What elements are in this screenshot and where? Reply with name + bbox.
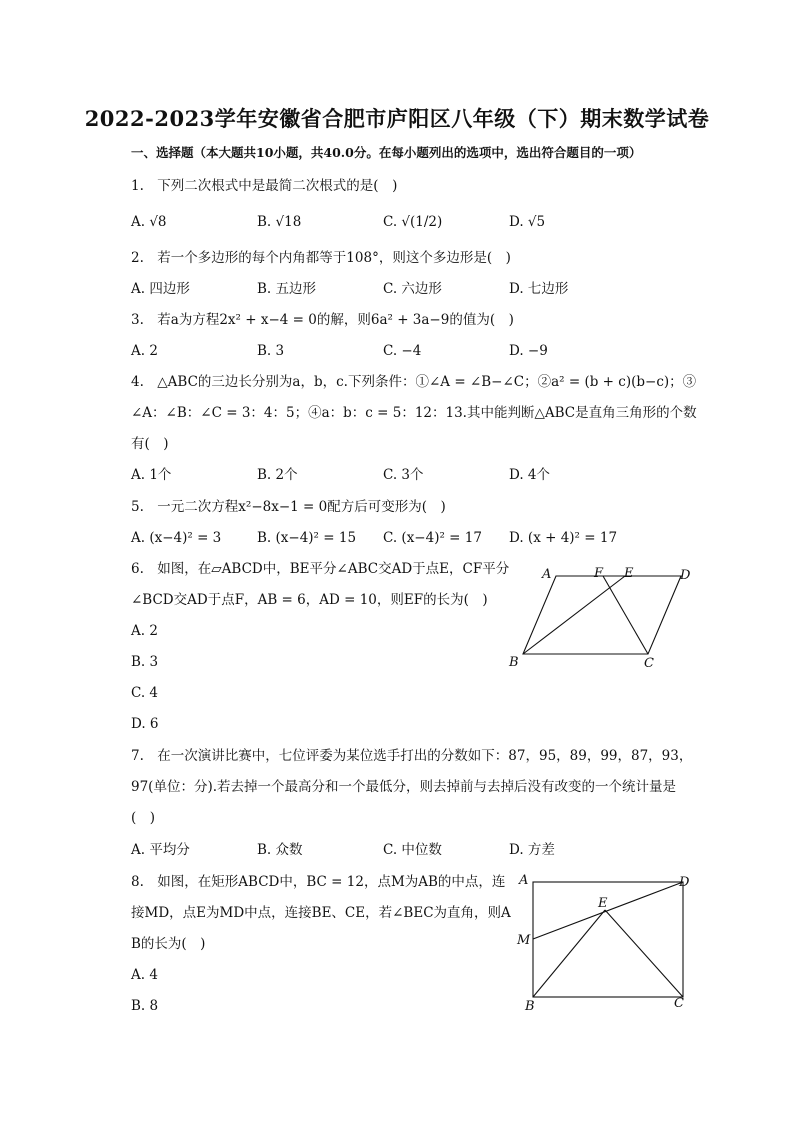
q4-option-c[interactable]: C. 3个 — [383, 467, 424, 483]
q5-option-d[interactable]: D. (x + 4)² = 17 — [509, 530, 618, 546]
question-number: 3. — [131, 312, 144, 328]
question-text: 若a为方程2x² + x−4 = 0的解，则6a² + 3a−9的值为( ) — [157, 312, 514, 328]
question-number: 1. — [131, 178, 144, 194]
q6-option-d[interactable]: D. 6 — [131, 716, 159, 732]
label-m: M — [517, 933, 531, 948]
question-number: 7. — [131, 748, 144, 764]
q8-option-a[interactable]: A. 4 — [131, 967, 158, 983]
q6-option-a[interactable]: A. 2 — [131, 623, 158, 639]
q3-option-d[interactable]: D. −9 — [509, 343, 548, 359]
parallelogram-figure — [500, 560, 710, 675]
label-b: B — [509, 655, 519, 670]
question-6 — [131, 560, 509, 578]
segment-cf — [603, 576, 648, 654]
question-4-line-3: 有( ) — [131, 436, 169, 452]
q6-option-c[interactable]: C. 4 — [131, 685, 159, 701]
q7-option-b[interactable]: B. 众数 — [257, 842, 303, 858]
q2-option-c[interactable]: C. 六边形 — [383, 281, 442, 297]
question-number: 6. — [131, 561, 144, 577]
question-text: 若一个多边形的每个内角都等于108°，则这个多边形是( ) — [157, 250, 511, 266]
q1-option-b[interactable]: B. √18 — [257, 214, 302, 230]
question-6-line-2: ∠BCD交AD于点F，AB = 6，AD = 10，则EF的长为( ) — [131, 592, 488, 608]
question-8-line-3: B的长为( ) — [131, 936, 206, 952]
label-e: E — [598, 896, 608, 911]
q3-option-b[interactable]: B. 3 — [257, 343, 285, 359]
question-5 — [131, 498, 446, 516]
question-text-line-1: 如图，在矩形ABCD中，BC = 12，点M为AB的中点，连 — [157, 874, 506, 890]
question-4-line-2: ∠A：∠B：∠C = 3：4：5；④a：b：c = 5：12：13.其中能判断△ABC是直角三角形的个数 — [131, 405, 697, 421]
segment-ce — [605, 910, 683, 997]
question-text-line-1: △ABC的三边长分别为a，b，c.下列条件：①∠A = ∠B−∠C；②a² = (b + c)(b−c)；③ — [157, 374, 697, 390]
question-2 — [131, 249, 511, 267]
q6-option-b[interactable]: B. 3 — [131, 654, 159, 670]
question-7 — [131, 747, 692, 765]
q5-option-b[interactable]: B. (x−4)² = 15 — [257, 530, 357, 546]
q7-option-a[interactable]: A. 平均分 — [131, 842, 190, 858]
question-8-line-2: 接MD，点E为MD中点，连接BE、CE，若∠BEC为直角，则A — [131, 905, 511, 921]
segment-md — [533, 882, 683, 939]
label-d: D — [680, 568, 691, 583]
label-c: C — [644, 656, 654, 671]
question-number: 2. — [131, 250, 144, 266]
segment-be — [533, 910, 605, 997]
q1-option-d[interactable]: D. √5 — [509, 214, 546, 230]
label-c: C — [674, 996, 684, 1011]
parallelogram-abcd — [523, 576, 681, 654]
question-8 — [131, 873, 505, 891]
question-1 — [131, 177, 397, 195]
q5-option-a[interactable]: A. (x−4)² = 3 — [131, 530, 222, 546]
question-7-line-2: 97(单位：分).若去掉一个最高分和一个最低分，则去掉前与去掉后没有改变的一个统计量是 — [131, 779, 677, 795]
label-d: D — [679, 875, 690, 890]
label-e: E — [624, 566, 634, 581]
question-number: 8. — [131, 874, 144, 890]
q3-option-c[interactable]: C. −4 — [383, 343, 422, 359]
label-a: A — [542, 567, 552, 582]
question-text: 下列二次根式中是最简二次根式的是( ) — [157, 178, 398, 194]
question-7-line-3: ( ) — [131, 810, 156, 826]
rectangle-abcd — [533, 882, 683, 997]
question-text-line-1: 在一次演讲比赛中，七位评委为某位选手打出的分数如下：87，95，89，99，87，93， — [157, 748, 693, 764]
question-3 — [131, 311, 514, 329]
question-number: 4. — [131, 374, 144, 390]
q7-option-d[interactable]: D. 方差 — [509, 842, 555, 858]
q5-option-c[interactable]: C. (x−4)² = 17 — [383, 530, 482, 546]
question-4 — [131, 373, 696, 391]
q4-option-d[interactable]: D. 4个 — [509, 467, 551, 483]
question-text-line-1: 如图，在▱ABCD中，BE平分∠ABC交AD于点E，CF平分 — [157, 561, 510, 577]
label-b: B — [525, 999, 535, 1014]
q1-option-c[interactable]: C. √(1/2) — [383, 214, 443, 230]
q2-option-b[interactable]: B. 五边形 — [257, 281, 317, 297]
label-a: A — [519, 873, 529, 888]
label-f: F — [594, 566, 604, 581]
section-heading: 一、选择题（本大题共10小题，共40.0分。在每小题列出的选项中，选出符合题目的一项） — [131, 145, 642, 160]
page-title: 2022-2023学年安徽省合肥市庐阳区八年级（下）期末数学试卷 — [84, 106, 710, 131]
q8-option-b[interactable]: B. 8 — [131, 998, 159, 1014]
q4-option-a[interactable]: A. 1个 — [131, 467, 172, 483]
question-text: 一元二次方程x²−8x−1 = 0配方后可变形为( ) — [157, 499, 446, 515]
q2-option-d[interactable]: D. 七边形 — [509, 281, 569, 297]
q2-option-a[interactable]: A. 四边形 — [131, 281, 190, 297]
q7-option-c[interactable]: C. 中位数 — [383, 842, 442, 858]
question-number: 5. — [131, 499, 144, 515]
rectangle-figure — [510, 868, 710, 1018]
q1-option-a[interactable]: A. √8 — [131, 214, 167, 230]
q4-option-b[interactable]: B. 2个 — [257, 467, 298, 483]
q3-option-a[interactable]: A. 2 — [131, 343, 158, 359]
